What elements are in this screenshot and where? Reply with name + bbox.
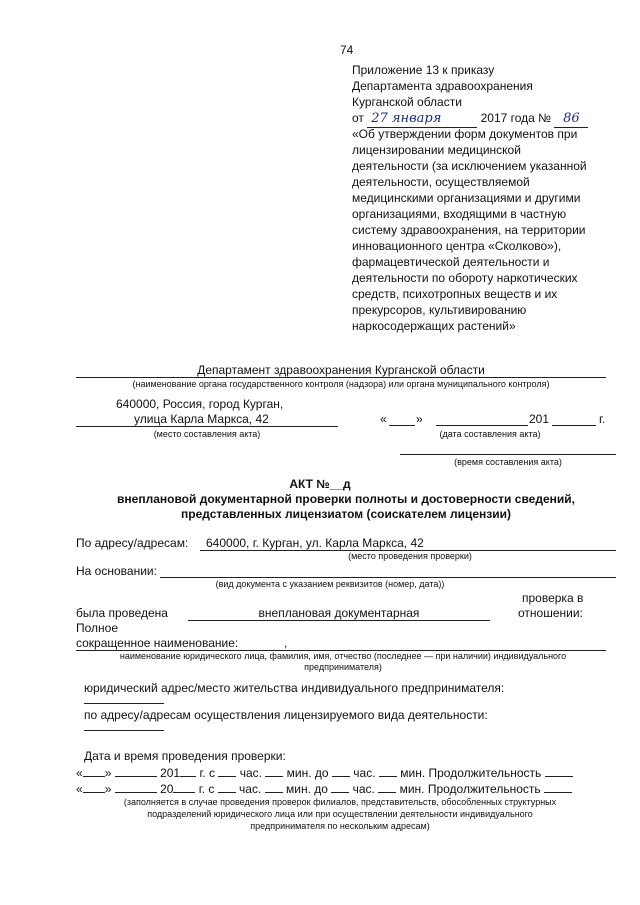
row2-min2-blank[interactable] (378, 780, 396, 793)
act-date-day-blank[interactable] (389, 425, 415, 426)
basis-blank[interactable] (160, 577, 616, 578)
activity-address-label: по адресу/адресам осуществления лицензируемого вида деятельности: (84, 708, 488, 722)
row2-hour: час. (239, 782, 262, 796)
act-date-close-quote: » (416, 412, 423, 426)
row2-hour-blank[interactable] (218, 780, 236, 793)
row2-from: г. с (198, 782, 215, 796)
annex-title-line: лицензировании медицинской (352, 143, 521, 157)
row1-hour: час. (239, 766, 262, 780)
authority-caption: (наименование органа государственного контроля (надзора) или органа муниципального контроля) (132, 379, 550, 389)
annex-line-1: Приложение 13 к приказу (352, 63, 495, 77)
row2-close-quote: » (104, 782, 112, 796)
row2-hour2: час. (352, 782, 375, 796)
place-line-2: улица Карла Маркса, 42 (134, 412, 269, 426)
annex-handwritten-date: 27 января (367, 111, 477, 128)
legal-address-blank[interactable] (84, 703, 164, 704)
note-line-1: (заполняется в случае проведения проверок филиалов, представительств, обособленных структурных (123, 797, 557, 807)
legal-address-label: юридический адрес/место жительства индивидуального предпринимателя: (84, 681, 505, 695)
row1-from: г. с (199, 766, 216, 780)
full-name-label: Полное (76, 621, 119, 635)
entity-caption-line-2: предпринимателя) (304, 662, 382, 672)
act-time-blank[interactable] (400, 454, 616, 455)
short-name-label: сокращенное наименование: (76, 636, 239, 650)
annex-title-line: фармацевтической деятельности и (352, 255, 550, 269)
row1-duration-blank[interactable] (545, 764, 573, 777)
annex-line-2: Департамента здравоохранения (352, 79, 533, 93)
entity-caption-line-1: наименование юридического лица, фамилия, имя, отчество (последнее — при наличии) индивидуального (119, 651, 567, 661)
conducted-label: была проведена (76, 606, 168, 620)
act-title: АКТ №__д (289, 477, 351, 491)
annex-title-line: инновационного центра «Сколково»), (352, 239, 562, 253)
row2-open-quote: « (76, 782, 83, 796)
row2-min-blank[interactable] (265, 780, 283, 793)
place-line-1: 640000, Россия, город Курган, (116, 397, 284, 411)
row1-hour-blank[interactable] (218, 764, 236, 777)
check-label-2: отношении: (518, 606, 583, 620)
address-value[interactable]: 640000, г. Курган, ул. Карла Маркса, 42 (206, 536, 424, 550)
annex-title-line: деятельности (за исключением указанной (352, 159, 587, 173)
place-underline (76, 426, 338, 427)
datetime-row-1 (76, 764, 573, 781)
act-date-open-quote: « (380, 412, 387, 426)
annex-title (352, 126, 587, 334)
act-date-caption: (дата составления акта) (439, 429, 541, 439)
annex-title-line: систему здравоохранения, на территории (352, 223, 586, 237)
row1-day-blank[interactable] (83, 764, 105, 777)
row1-min-blank[interactable] (265, 764, 283, 777)
annex-title-line: наркосодержащих растений» (352, 319, 516, 333)
basis-caption: (вид документа с указанием реквизитов (номер, дата)) (215, 579, 445, 589)
annex-title-line: прекурсоров, культивированию (352, 303, 527, 317)
act-date-year: 201 (529, 412, 550, 426)
annex-handwritten-number: 86 (554, 111, 588, 128)
row2-duration-blank[interactable] (544, 780, 572, 793)
row2-year-blank[interactable] (173, 780, 195, 793)
annex-title-line: деятельности, осуществляемой (352, 175, 530, 189)
row1-open-quote: « (76, 766, 83, 780)
row2-day-blank[interactable] (83, 780, 105, 793)
act-date-year-suffix: г. (599, 412, 606, 426)
row2-min-to: мин. до (286, 782, 328, 796)
datetime-label: Дата и время проведения проверки: (84, 749, 286, 763)
authority-underline (76, 377, 606, 378)
annex-title-line: медицинскими организациями и другими (352, 191, 581, 205)
note-line-3: предпринимателя по нескольким адресам) (250, 821, 430, 831)
annex-date-prefix: от (352, 111, 364, 125)
annex-date-year: 2017 года № (480, 111, 552, 125)
place-caption: (место составления акта) (153, 429, 261, 439)
row1-year-blank[interactable] (180, 764, 196, 777)
datetime-row-2 (76, 780, 572, 797)
annex-title-line: организациями, входящими в частную (352, 207, 567, 221)
row1-min-duration: мин. Продолжительность (400, 766, 542, 780)
address-caption: (место проведения проверки) (348, 551, 472, 561)
row2-year: 20 (160, 782, 174, 796)
act-subtitle-line-2: представленных лицензиатом (соискателем лицензии) (181, 507, 511, 521)
activity-address-blank[interactable] (84, 730, 164, 731)
row2-month-blank[interactable] (115, 780, 157, 793)
conducted-value[interactable]: внеплановая документарная (258, 606, 420, 620)
row2-min-duration: мин. Продолжительность (399, 782, 541, 796)
row2-hour2-blank[interactable] (331, 780, 349, 793)
row1-hour2-blank[interactable] (332, 764, 350, 777)
check-label-1: проверка в (522, 591, 584, 605)
short-name-comma: , (284, 636, 288, 650)
row1-hour2: час. (353, 766, 376, 780)
row1-year: 201 (160, 766, 181, 780)
act-subtitle-line-1: внеплановой документарной проверки полноты и достоверности сведений, (117, 492, 575, 506)
row1-close-quote: » (104, 766, 112, 780)
annex-title-line: «Об утверждении форм документов при (352, 127, 578, 141)
annex-title-line: средств, психотропных веществ и их (352, 287, 558, 301)
act-time-caption: (время составления акта) (454, 457, 562, 467)
act-date-month-blank[interactable] (436, 425, 528, 426)
page-number: 74 (340, 43, 354, 57)
annex-line-3: Курганской области (352, 95, 462, 109)
row1-month-blank[interactable] (115, 764, 157, 777)
row1-min-to: мин. до (286, 766, 329, 780)
act-date-year-blank[interactable] (552, 425, 596, 426)
address-label: По адресу/адресам: (76, 536, 189, 550)
note-line-2: подразделений юридического лица или при осуществлении деятельности индивидуального (147, 809, 533, 819)
annex-title-line: деятельности по обороту наркотических (352, 271, 578, 285)
authority-name: Департамент здравоохранения Курганской области (197, 363, 485, 377)
row1-min2-blank[interactable] (379, 764, 397, 777)
basis-label: На основании: (76, 564, 157, 578)
conducted-underline (188, 620, 490, 621)
